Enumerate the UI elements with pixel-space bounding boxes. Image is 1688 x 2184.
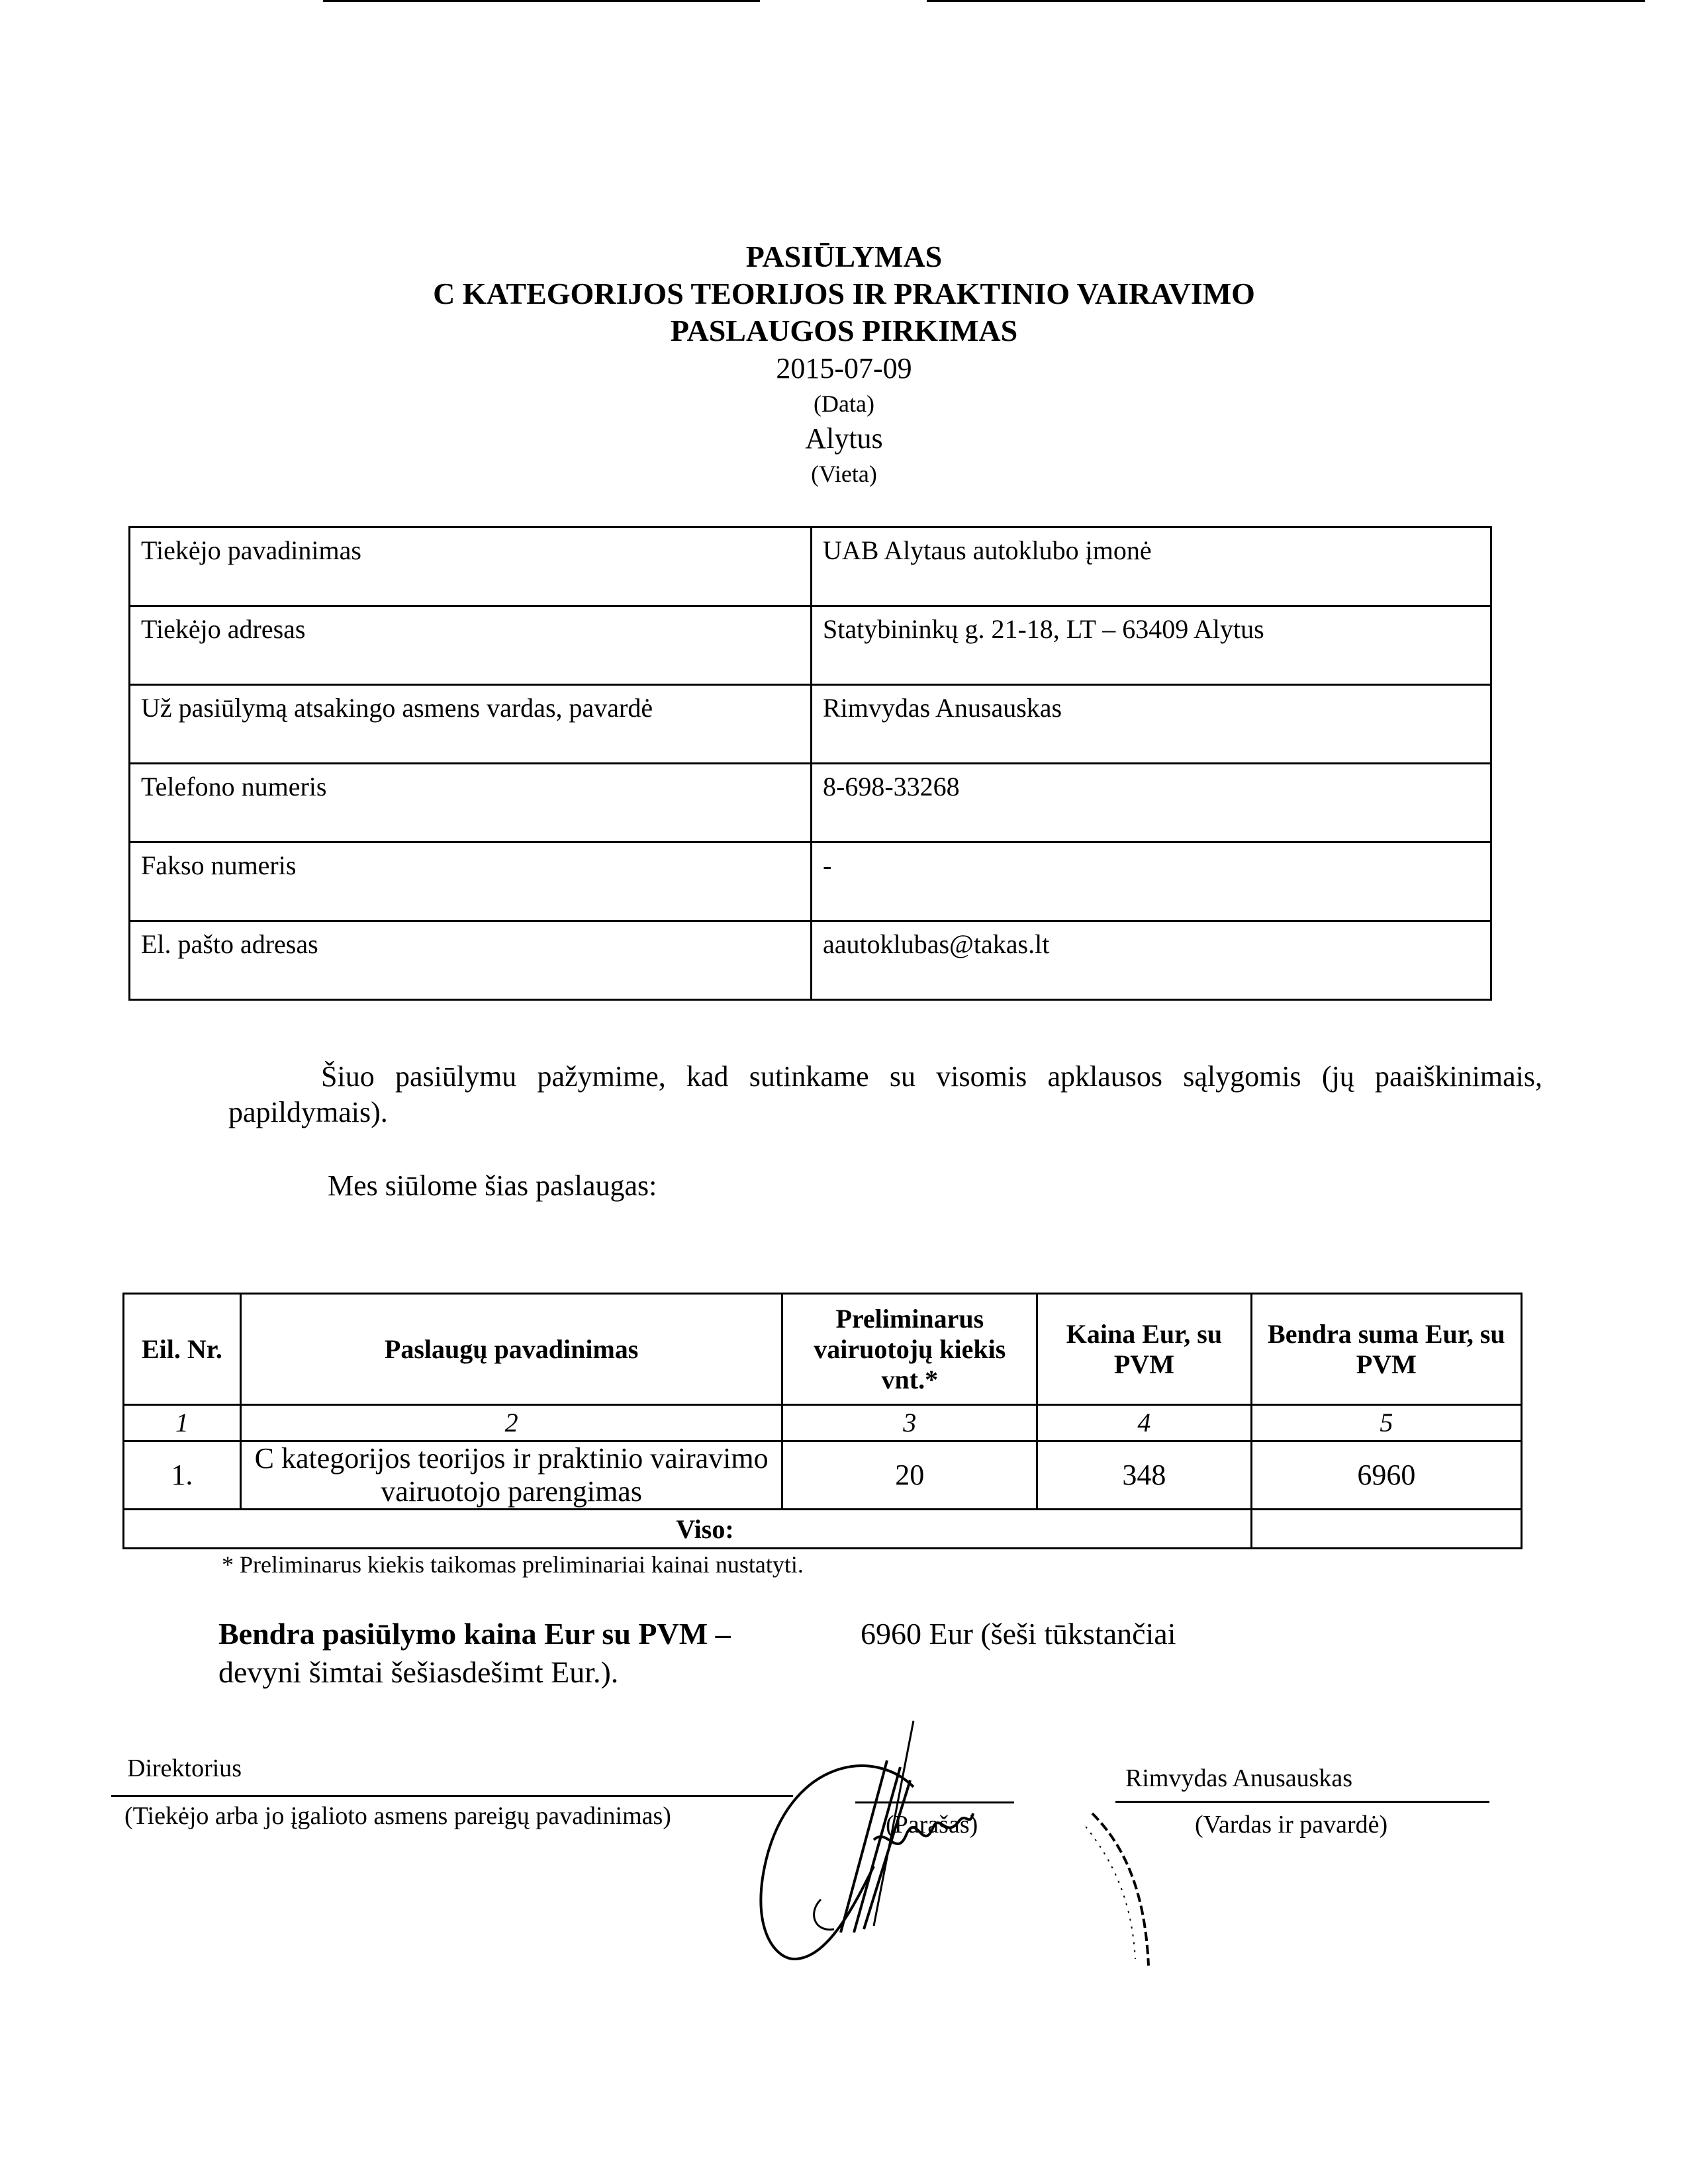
agreement-text: Šiuo pasiūlymu pažymime, kad sutinkame su visomis apklausos sąlygomis (jų paaiškinimais, papildymais). (228, 1060, 1542, 1128)
supplier-name-value: UAB Alytaus autoklubo įmonė (812, 527, 1491, 606)
table-row (124, 1441, 1522, 1510)
column-number: 2 (240, 1405, 782, 1441)
role-caption: (Tiekėjo arba jo įgalioto asmens pareigų pavadinimas) (124, 1802, 671, 1830)
fax-label: Fakso numeris (130, 842, 812, 921)
name-underline (1115, 1801, 1489, 1803)
header-nr: Eil. Nr. (124, 1294, 241, 1405)
footnote: * Preliminarus kiekis taikomas preliminariai kainai nustatyti. (222, 1551, 804, 1578)
column-number: 1 (124, 1405, 241, 1441)
supplier-name-label: Tiekėjo pavadinimas (130, 527, 812, 606)
signer-name: Rimvydas Anusauskas (1125, 1764, 1353, 1792)
row-service-name: C kategorijos teorijos ir praktinio vairavimo vairuotojo parengimas (240, 1441, 782, 1510)
document-header (0, 238, 1688, 490)
signer-role: Direktorius (127, 1754, 242, 1782)
signature-caption: (Parašas) (886, 1811, 978, 1839)
table-row (130, 842, 1491, 921)
table-row (130, 921, 1491, 1000)
total-row (124, 1510, 1522, 1549)
document-title: PASIŪLYMAS (745, 240, 943, 273)
place-caption: (Vieta) (811, 461, 877, 487)
stamp-icon (1086, 1807, 1165, 1972)
supplier-address-label: Tiekėjo adresas (130, 606, 812, 685)
row-price: 348 (1037, 1441, 1252, 1510)
header-service-name: Paslaugų pavadinimas (240, 1294, 782, 1405)
date-caption: (Data) (814, 390, 874, 417)
column-number: 3 (782, 1405, 1037, 1441)
table-row (130, 685, 1491, 764)
responsible-person-label: Už pasiūlymą atsakingo asmens vardas, pavardė (130, 685, 812, 764)
summary-label: Bendra pasiūlymo kaina Eur su PVM – (218, 1617, 731, 1651)
responsible-person-value: Rimvydas Anusauskas (812, 685, 1491, 764)
email-value: aautoklubas@takas.lt (812, 921, 1491, 1000)
phone-label: Telefono numeris (130, 764, 812, 842)
summary-amount: 6960 Eur (šeši tūkstančiai (861, 1617, 1176, 1651)
services-intro: Mes siūlome šias paslaugas: (328, 1169, 657, 1202)
column-number-row (124, 1405, 1522, 1441)
agreement-paragraph (228, 1059, 1542, 1130)
column-number: 4 (1037, 1405, 1252, 1441)
header-price: Kaina Eur, su PVM (1037, 1294, 1252, 1405)
column-number: 5 (1251, 1405, 1521, 1441)
services-table (122, 1293, 1523, 1549)
name-caption: (Vardas ir pavardė) (1195, 1811, 1388, 1839)
supplier-address-value: Statybininkų g. 21-18, LT – 63409 Alytus (812, 606, 1491, 685)
scan-edge-line (927, 0, 1645, 2)
header-total: Bendra suma Eur, su PVM (1251, 1294, 1521, 1405)
table-row (130, 764, 1491, 842)
document-subtitle-line2: PASLAUGOS PIRKIMAS (670, 314, 1018, 347)
summary-amount-words: devyni šimtai šešiasdešimt Eur.). (218, 1655, 619, 1689)
table-row (130, 527, 1491, 606)
total-label: Viso: (124, 1510, 1252, 1549)
role-underline (111, 1795, 793, 1797)
email-label: El. pašto adresas (130, 921, 812, 1000)
document-place: Alytus (805, 422, 883, 455)
scan-edge-line (323, 0, 760, 2)
handwritten-signature-icon (741, 1707, 1086, 1972)
row-nr: 1. (124, 1441, 241, 1510)
table-header-row (124, 1294, 1522, 1405)
table-row (130, 606, 1491, 685)
row-total: 6960 (1251, 1441, 1521, 1510)
document-subtitle-line1: C KATEGORIJOS TEORIJOS IR PRAKTINIO VAIRAVIMO (433, 277, 1255, 310)
supplier-info-table (128, 526, 1492, 1001)
fax-value: - (812, 842, 1491, 921)
phone-value: 8-698-33268 (812, 764, 1491, 842)
price-summary (218, 1615, 1344, 1692)
row-quantity: 20 (782, 1441, 1037, 1510)
total-value (1251, 1510, 1521, 1549)
document-date: 2015-07-09 (776, 352, 912, 385)
header-quantity: Preliminarus vairuotojų kiekis vnt.* (782, 1294, 1037, 1405)
